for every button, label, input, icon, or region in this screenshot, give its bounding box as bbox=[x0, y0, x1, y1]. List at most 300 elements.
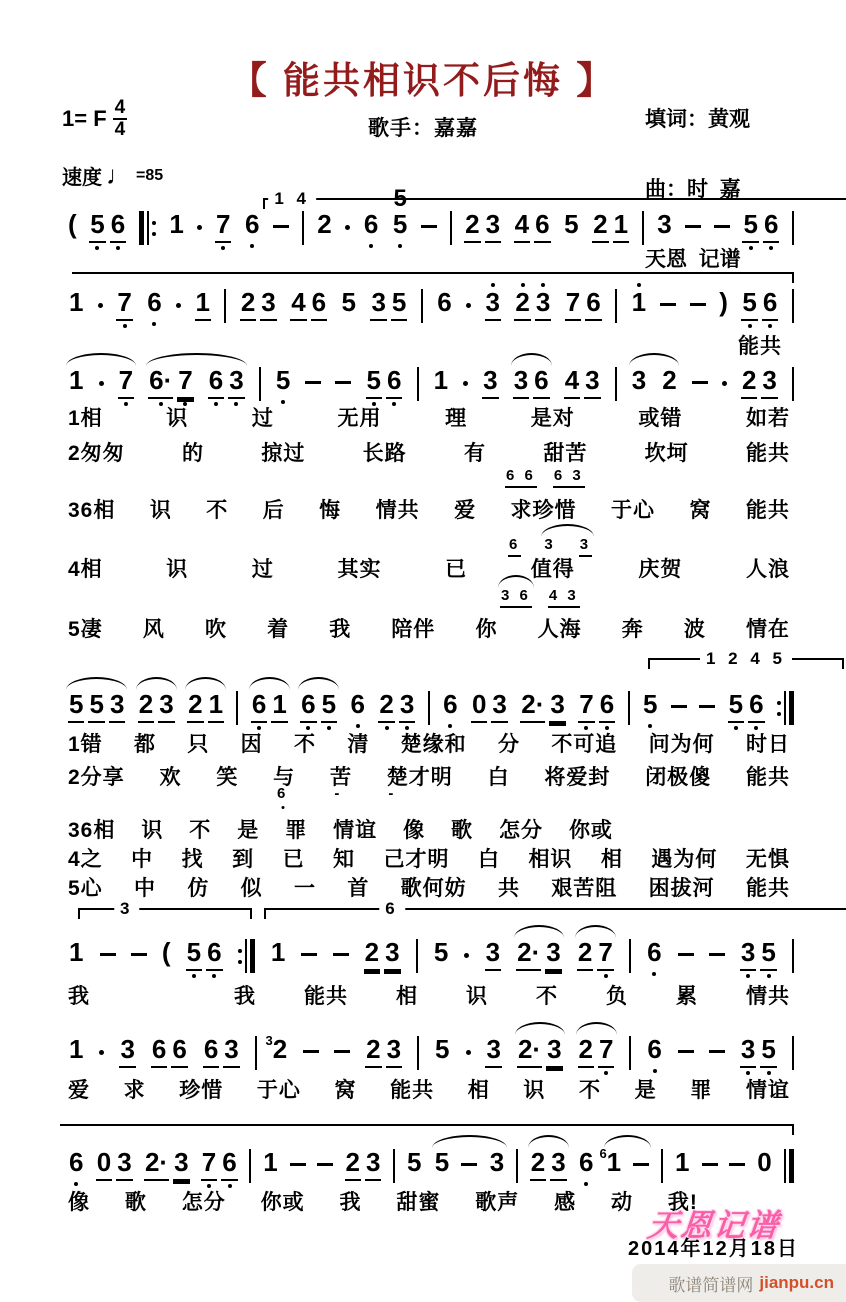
lyric-syllable: 于心 bbox=[256, 1079, 301, 1102]
parenthesis: ( bbox=[161, 937, 171, 967]
note bbox=[195, 288, 211, 321]
note bbox=[270, 938, 286, 969]
beamed-note-group bbox=[89, 210, 126, 243]
note-digit: 5 bbox=[434, 1147, 450, 1177]
slur-arc bbox=[66, 353, 136, 366]
lyric-syllable: 己才明 bbox=[383, 848, 450, 871]
note-digit: 3 bbox=[657, 209, 672, 239]
beamed-note-group bbox=[365, 1035, 402, 1068]
note bbox=[741, 366, 757, 399]
note-digit: 6 bbox=[443, 689, 458, 719]
slur-arc bbox=[298, 677, 339, 690]
bar-thin bbox=[629, 1036, 631, 1070]
lyric-syllable: 怎分 bbox=[181, 1191, 226, 1214]
note bbox=[223, 1035, 239, 1068]
note bbox=[110, 210, 126, 243]
beamed-note-group bbox=[240, 288, 277, 321]
lyric-syllable: 我 bbox=[68, 985, 90, 1008]
note-digit: 3 bbox=[513, 366, 529, 399]
lyric-syllable: 是 bbox=[634, 1079, 657, 1102]
grace-note: 6 bbox=[599, 1146, 607, 1162]
lyric-syllable: 不 bbox=[189, 819, 212, 842]
lyric-syllable: 罪 bbox=[285, 819, 308, 842]
lyric-syllable: 36相 bbox=[68, 819, 116, 842]
note-digit: 6 bbox=[534, 210, 550, 243]
note bbox=[221, 1148, 237, 1181]
lyric-syllable: 共 bbox=[497, 877, 520, 900]
note-digit: 6 bbox=[748, 690, 764, 723]
note bbox=[434, 1148, 450, 1179]
note-digit: 0 bbox=[96, 1148, 112, 1181]
repeat-dot bbox=[152, 221, 156, 225]
note bbox=[341, 288, 357, 319]
octave-dot-above bbox=[521, 283, 525, 287]
note bbox=[434, 1035, 450, 1066]
lyric-syllable: 与 bbox=[273, 766, 296, 789]
lyric-row bbox=[68, 1186, 698, 1216]
octave-dot-below bbox=[604, 974, 608, 978]
lyric-syllable: 长路 bbox=[362, 442, 407, 465]
note-digit: 3 bbox=[740, 938, 756, 971]
slur-arc bbox=[541, 524, 594, 537]
lyric-syllable: 情共 bbox=[746, 985, 790, 1008]
lyric-syllable: 5心 bbox=[68, 877, 103, 900]
augmentation-dot bbox=[345, 225, 350, 230]
lyric-syllable: 求 bbox=[123, 1079, 146, 1102]
note-digit: 6 bbox=[206, 938, 222, 971]
bar-thin bbox=[516, 1149, 518, 1183]
lyric-syllable: 能共 bbox=[304, 985, 348, 1008]
note-digit: 6 bbox=[311, 288, 327, 321]
lyric-syllable: 楚缘和 bbox=[400, 733, 467, 756]
lyric-syllable: 找 bbox=[181, 848, 204, 871]
barline bbox=[450, 211, 452, 245]
lyric-syllable: 于心 bbox=[610, 499, 655, 522]
octave-dot-below bbox=[748, 324, 752, 328]
lyric-syllable: 无惧 bbox=[745, 848, 790, 871]
beamed-note-group bbox=[530, 1148, 567, 1181]
beamed-note-group bbox=[728, 690, 765, 723]
repeat-dot bbox=[777, 712, 781, 716]
note bbox=[364, 938, 380, 971]
note bbox=[756, 1148, 772, 1179]
stacked-note: 5 bbox=[393, 185, 407, 212]
note-digit: 4 bbox=[514, 210, 530, 243]
note-digit: 3 bbox=[485, 938, 501, 971]
note-digit: 1 bbox=[208, 690, 224, 723]
lyricist-credit: 填词：黄观 bbox=[645, 108, 750, 131]
lyric-syllable: 问为何 bbox=[648, 733, 715, 756]
note-digit: 3 bbox=[223, 1035, 239, 1068]
note bbox=[109, 690, 125, 723]
tempo-label: 速度 bbox=[62, 167, 102, 189]
note bbox=[265, 1033, 288, 1066]
lyric-syllable: 苦 bbox=[329, 766, 352, 789]
note-digit: 6 bbox=[533, 366, 549, 399]
lyric-syllable: 识 bbox=[166, 407, 189, 430]
beamed-note-group bbox=[366, 366, 403, 399]
note bbox=[399, 690, 415, 723]
bar-thin bbox=[784, 691, 786, 725]
note-digit: 5 bbox=[68, 690, 84, 723]
note bbox=[578, 690, 594, 723]
quarter-note-icon: ♩ bbox=[106, 160, 132, 190]
beamed-note-group bbox=[516, 938, 562, 971]
lyric-syllable: 似 bbox=[240, 877, 263, 900]
note-digit: 6 bbox=[251, 690, 267, 723]
note bbox=[177, 366, 193, 399]
note-digit: 3 bbox=[489, 1147, 505, 1177]
bar-thin bbox=[450, 211, 452, 245]
bar-thin bbox=[245, 939, 247, 973]
bar-thin bbox=[236, 691, 238, 725]
note bbox=[748, 690, 764, 723]
note bbox=[186, 938, 202, 971]
note-digit: 3 bbox=[370, 288, 386, 321]
lyric-syllable: 不 bbox=[206, 499, 229, 522]
beamed-note-group bbox=[187, 690, 224, 723]
beamed-note-group bbox=[514, 288, 551, 321]
bar-thin bbox=[147, 211, 149, 245]
note bbox=[386, 1035, 402, 1068]
slur-arc bbox=[136, 677, 177, 690]
small-note-group: 4 3 bbox=[548, 588, 580, 608]
note-digit: 2 bbox=[741, 366, 757, 399]
beamed-note-group bbox=[378, 690, 415, 723]
note bbox=[563, 210, 579, 241]
volta-right-tick bbox=[792, 1126, 794, 1135]
note bbox=[763, 210, 779, 243]
note-digit: 6 bbox=[69, 1147, 84, 1177]
barline bbox=[516, 1149, 518, 1183]
bar-thick bbox=[250, 939, 255, 973]
note-digit: 6 bbox=[110, 210, 126, 243]
end-repeat-barline bbox=[777, 691, 794, 725]
note bbox=[119, 1035, 135, 1068]
note bbox=[366, 366, 382, 399]
note-digit: 2 bbox=[378, 690, 394, 723]
beamed-note-group bbox=[144, 1148, 190, 1181]
duration-dash bbox=[333, 953, 349, 956]
lyric-syllable: 坎坷 bbox=[644, 442, 689, 465]
note bbox=[516, 938, 541, 971]
lyric-syllable: 中 bbox=[131, 848, 154, 871]
note-digit: 6 bbox=[647, 937, 662, 967]
octave-dot-below bbox=[95, 246, 99, 250]
beamed-note-group bbox=[251, 690, 288, 723]
note-digit: 6 bbox=[585, 288, 601, 321]
note bbox=[489, 1148, 505, 1179]
lyric-syllable: 动 bbox=[611, 1191, 633, 1214]
note-digit: 2 bbox=[345, 1148, 361, 1181]
note bbox=[240, 288, 256, 321]
small-note-group: - bbox=[388, 785, 397, 802]
lyric-syllable: 的 bbox=[182, 442, 205, 465]
note bbox=[741, 288, 757, 321]
beamed-note-group bbox=[138, 690, 175, 723]
volta-label: 1 4 bbox=[268, 189, 316, 209]
lyric-syllable: 陪伴 bbox=[391, 618, 436, 641]
bar-thin bbox=[417, 367, 419, 401]
lyric-syllable: 遇为何 bbox=[651, 848, 718, 871]
slur-arc bbox=[146, 353, 247, 366]
note-digit: 6 bbox=[647, 1034, 662, 1064]
note bbox=[442, 690, 458, 721]
duration-dash bbox=[678, 1050, 694, 1053]
slur-arc bbox=[629, 353, 679, 366]
notator-credit: 天恩 记谱 bbox=[645, 248, 741, 271]
note-digit: 2 bbox=[578, 1035, 594, 1068]
lyric-syllable: 感 bbox=[554, 1191, 577, 1214]
lyric-syllable: 分 bbox=[497, 733, 520, 756]
note-digit: 3 bbox=[545, 938, 561, 971]
note bbox=[535, 288, 551, 321]
duration-dash bbox=[273, 225, 289, 228]
lyric-syllable: 识 bbox=[166, 558, 189, 581]
lyric-syllable: 识 bbox=[149, 499, 172, 522]
note-digit: 0 bbox=[757, 1147, 772, 1177]
lyric-row bbox=[68, 494, 790, 524]
note-digit: 5 bbox=[186, 938, 202, 971]
lyric-syllable: 掠过 bbox=[261, 442, 306, 465]
lyric-syllable: 首 bbox=[347, 877, 370, 900]
note bbox=[158, 690, 174, 723]
lyric-syllable: 1相 bbox=[68, 407, 103, 430]
note-digit: 3 bbox=[399, 690, 415, 723]
lyric-row bbox=[68, 843, 790, 873]
note-digit: 1 bbox=[263, 1147, 278, 1177]
lyric-syllable: 人浪 bbox=[745, 558, 790, 581]
lyric-syllable: 珍惜 bbox=[179, 1079, 224, 1102]
barline bbox=[421, 289, 423, 323]
note bbox=[365, 1035, 381, 1068]
note-digit: 3 bbox=[546, 1035, 562, 1068]
lyric-syllable: 歌何妨 bbox=[400, 877, 467, 900]
lyric-syllable: 2分享 bbox=[68, 766, 125, 789]
note bbox=[168, 210, 184, 241]
barline bbox=[259, 367, 261, 401]
note bbox=[68, 1035, 84, 1066]
beamed-note-group bbox=[345, 1148, 382, 1181]
lyric-syllable: 因 bbox=[240, 733, 263, 756]
note-digit: 6 bbox=[208, 366, 224, 399]
duration-dash bbox=[421, 225, 437, 228]
barline bbox=[792, 1036, 794, 1070]
site-footer bbox=[632, 1264, 846, 1302]
note bbox=[491, 690, 507, 723]
lyric-syllable: 歌 bbox=[451, 819, 474, 842]
repeat-dots bbox=[777, 691, 781, 725]
note-digit: 6 bbox=[762, 288, 778, 321]
beamed-note-group bbox=[564, 366, 601, 399]
note bbox=[546, 1035, 562, 1068]
lyric-syllable: 36相 bbox=[68, 499, 116, 522]
note-digit: 2 bbox=[240, 288, 256, 321]
barline bbox=[629, 939, 631, 973]
note bbox=[290, 288, 306, 321]
time-signature-denominator: 4 bbox=[114, 118, 126, 140]
lyric-syllable: 白 bbox=[477, 848, 500, 871]
lyric-syllable: 5凄 bbox=[68, 618, 103, 641]
note bbox=[386, 366, 402, 399]
barline bbox=[792, 939, 794, 973]
small-notes bbox=[500, 588, 580, 608]
note-digit: 3 bbox=[485, 288, 501, 321]
note-digit: 3 bbox=[549, 690, 565, 723]
duration-dash bbox=[699, 705, 715, 708]
duration-dash bbox=[290, 1163, 306, 1166]
note-digit: 7 bbox=[177, 366, 193, 399]
bar-thin bbox=[255, 1036, 257, 1070]
site-name: 歌谱简谱网 bbox=[668, 1275, 754, 1295]
lyric-syllable: 4之 bbox=[68, 848, 103, 871]
note bbox=[761, 366, 777, 399]
lyric-syllable: 能共 bbox=[738, 335, 782, 358]
duration-dash bbox=[633, 1163, 649, 1166]
lyric-syllable: 窝 bbox=[689, 499, 712, 522]
note-digit: 3 bbox=[761, 366, 777, 399]
lyric-row bbox=[68, 814, 613, 844]
lyric-syllable: 识 bbox=[466, 985, 488, 1008]
lyric-row bbox=[68, 1074, 790, 1104]
lyric-syllable: 相 bbox=[467, 1079, 490, 1102]
small-note-group: 3 bbox=[544, 536, 556, 553]
note bbox=[378, 690, 394, 723]
barline bbox=[642, 211, 644, 245]
note bbox=[585, 288, 601, 321]
lyric-row bbox=[68, 553, 790, 583]
barline bbox=[628, 691, 630, 725]
barline bbox=[302, 211, 304, 245]
lyric-syllable: 能共 bbox=[745, 499, 790, 522]
note bbox=[392, 185, 408, 241]
lyric-syllable: 求珍惜 bbox=[510, 499, 577, 522]
note bbox=[146, 288, 162, 319]
note bbox=[201, 1148, 217, 1181]
beamed-note-group bbox=[565, 288, 602, 321]
lyric-syllable: 情在 bbox=[745, 618, 790, 641]
lyric-syllable: 庆贺 bbox=[638, 558, 683, 581]
lyric-syllable: 你 bbox=[475, 618, 498, 641]
music-line bbox=[68, 288, 794, 330]
beamed-note-group bbox=[578, 1035, 615, 1068]
bar-thin bbox=[417, 1036, 419, 1070]
bar-thin bbox=[792, 211, 794, 245]
lyric-syllable: 理 bbox=[445, 407, 468, 430]
note bbox=[300, 690, 316, 723]
bar-thin bbox=[792, 289, 794, 323]
lyric-syllable: 过 bbox=[251, 558, 274, 581]
small-note-group: 6 6 bbox=[505, 468, 537, 488]
note bbox=[68, 690, 84, 723]
volta-bracket bbox=[264, 899, 846, 918]
note bbox=[138, 690, 154, 723]
note-digit: 0 bbox=[471, 690, 487, 723]
note bbox=[550, 1148, 566, 1181]
note-digit: 4 bbox=[290, 288, 306, 321]
duration-dash bbox=[685, 225, 701, 228]
lyric-syllable: 相识 bbox=[528, 848, 573, 871]
lyric-syllable: 情谊 bbox=[333, 819, 378, 842]
beamed-note-group bbox=[592, 210, 629, 243]
lyric-syllable: 无用 bbox=[337, 407, 382, 430]
note-digit: 7 bbox=[597, 938, 613, 971]
note-digit: 6 bbox=[147, 287, 162, 317]
music-line bbox=[68, 938, 794, 980]
augmentation-dot bbox=[464, 953, 469, 958]
lyric-syllable: 能共 bbox=[746, 766, 790, 789]
note bbox=[661, 366, 677, 397]
slur-arc bbox=[514, 925, 564, 938]
note-digit: 5 bbox=[728, 690, 744, 723]
duration-dash bbox=[461, 1163, 477, 1166]
note-digit: 5 bbox=[392, 209, 408, 239]
note-digit: 3 bbox=[550, 1148, 566, 1181]
note bbox=[762, 288, 778, 321]
note bbox=[533, 366, 549, 399]
note-digit: 1 bbox=[433, 365, 449, 395]
note-digit: 2· bbox=[516, 938, 541, 971]
note-digit: 3 bbox=[491, 690, 507, 723]
music-line bbox=[68, 690, 794, 732]
note bbox=[530, 1148, 546, 1181]
lyric-syllable: 过 bbox=[251, 407, 274, 430]
volta-bracket bbox=[78, 899, 252, 918]
lyric-syllable: 甜苦 bbox=[543, 442, 588, 465]
augmentation-dot bbox=[99, 381, 104, 386]
augmentation-dot bbox=[466, 1050, 471, 1055]
note-digit: 3 bbox=[631, 365, 647, 395]
bar-thin bbox=[784, 1149, 786, 1183]
note bbox=[144, 1148, 169, 1181]
beamed-note-group bbox=[741, 366, 778, 399]
lyric-syllable: 窝 bbox=[334, 1079, 357, 1102]
lyric-syllable: 我 bbox=[329, 618, 352, 641]
lyric-syllable: 都 bbox=[134, 733, 157, 756]
note-digit: 6 bbox=[245, 209, 260, 239]
lyric-syllable: 困拔河 bbox=[648, 877, 715, 900]
barline bbox=[615, 289, 617, 323]
octave-dot-below bbox=[281, 806, 284, 809]
parenthesis: ( bbox=[68, 209, 77, 239]
small-note-group: - bbox=[334, 785, 343, 802]
barline bbox=[792, 367, 794, 401]
note-digit: 5 bbox=[433, 937, 449, 967]
note-digit: 6 bbox=[578, 1147, 594, 1177]
lyric-row bbox=[68, 728, 790, 758]
lyric-syllable: 一 bbox=[294, 877, 316, 900]
lyric-syllable: 仿 bbox=[187, 877, 210, 900]
note bbox=[592, 210, 608, 243]
beamed-note-group bbox=[208, 366, 245, 399]
bar-thin bbox=[792, 939, 794, 973]
beamed-note-group bbox=[201, 1148, 238, 1181]
note-digit: 2· bbox=[517, 1035, 542, 1068]
note-digit: 5 bbox=[564, 209, 579, 239]
note-digit: 6 bbox=[599, 690, 615, 723]
barline bbox=[428, 691, 430, 725]
note bbox=[275, 366, 291, 397]
volta-label: 3 bbox=[114, 899, 139, 919]
site-domain-link[interactable]: jianpu.cn bbox=[759, 1273, 834, 1292]
lyric-syllable: 有 bbox=[464, 442, 486, 465]
note bbox=[514, 288, 530, 321]
bar-thin bbox=[224, 289, 226, 323]
note-digit: 6 bbox=[151, 1035, 167, 1068]
note-digit: 5 bbox=[341, 287, 357, 317]
note bbox=[577, 938, 593, 971]
note bbox=[316, 210, 332, 241]
